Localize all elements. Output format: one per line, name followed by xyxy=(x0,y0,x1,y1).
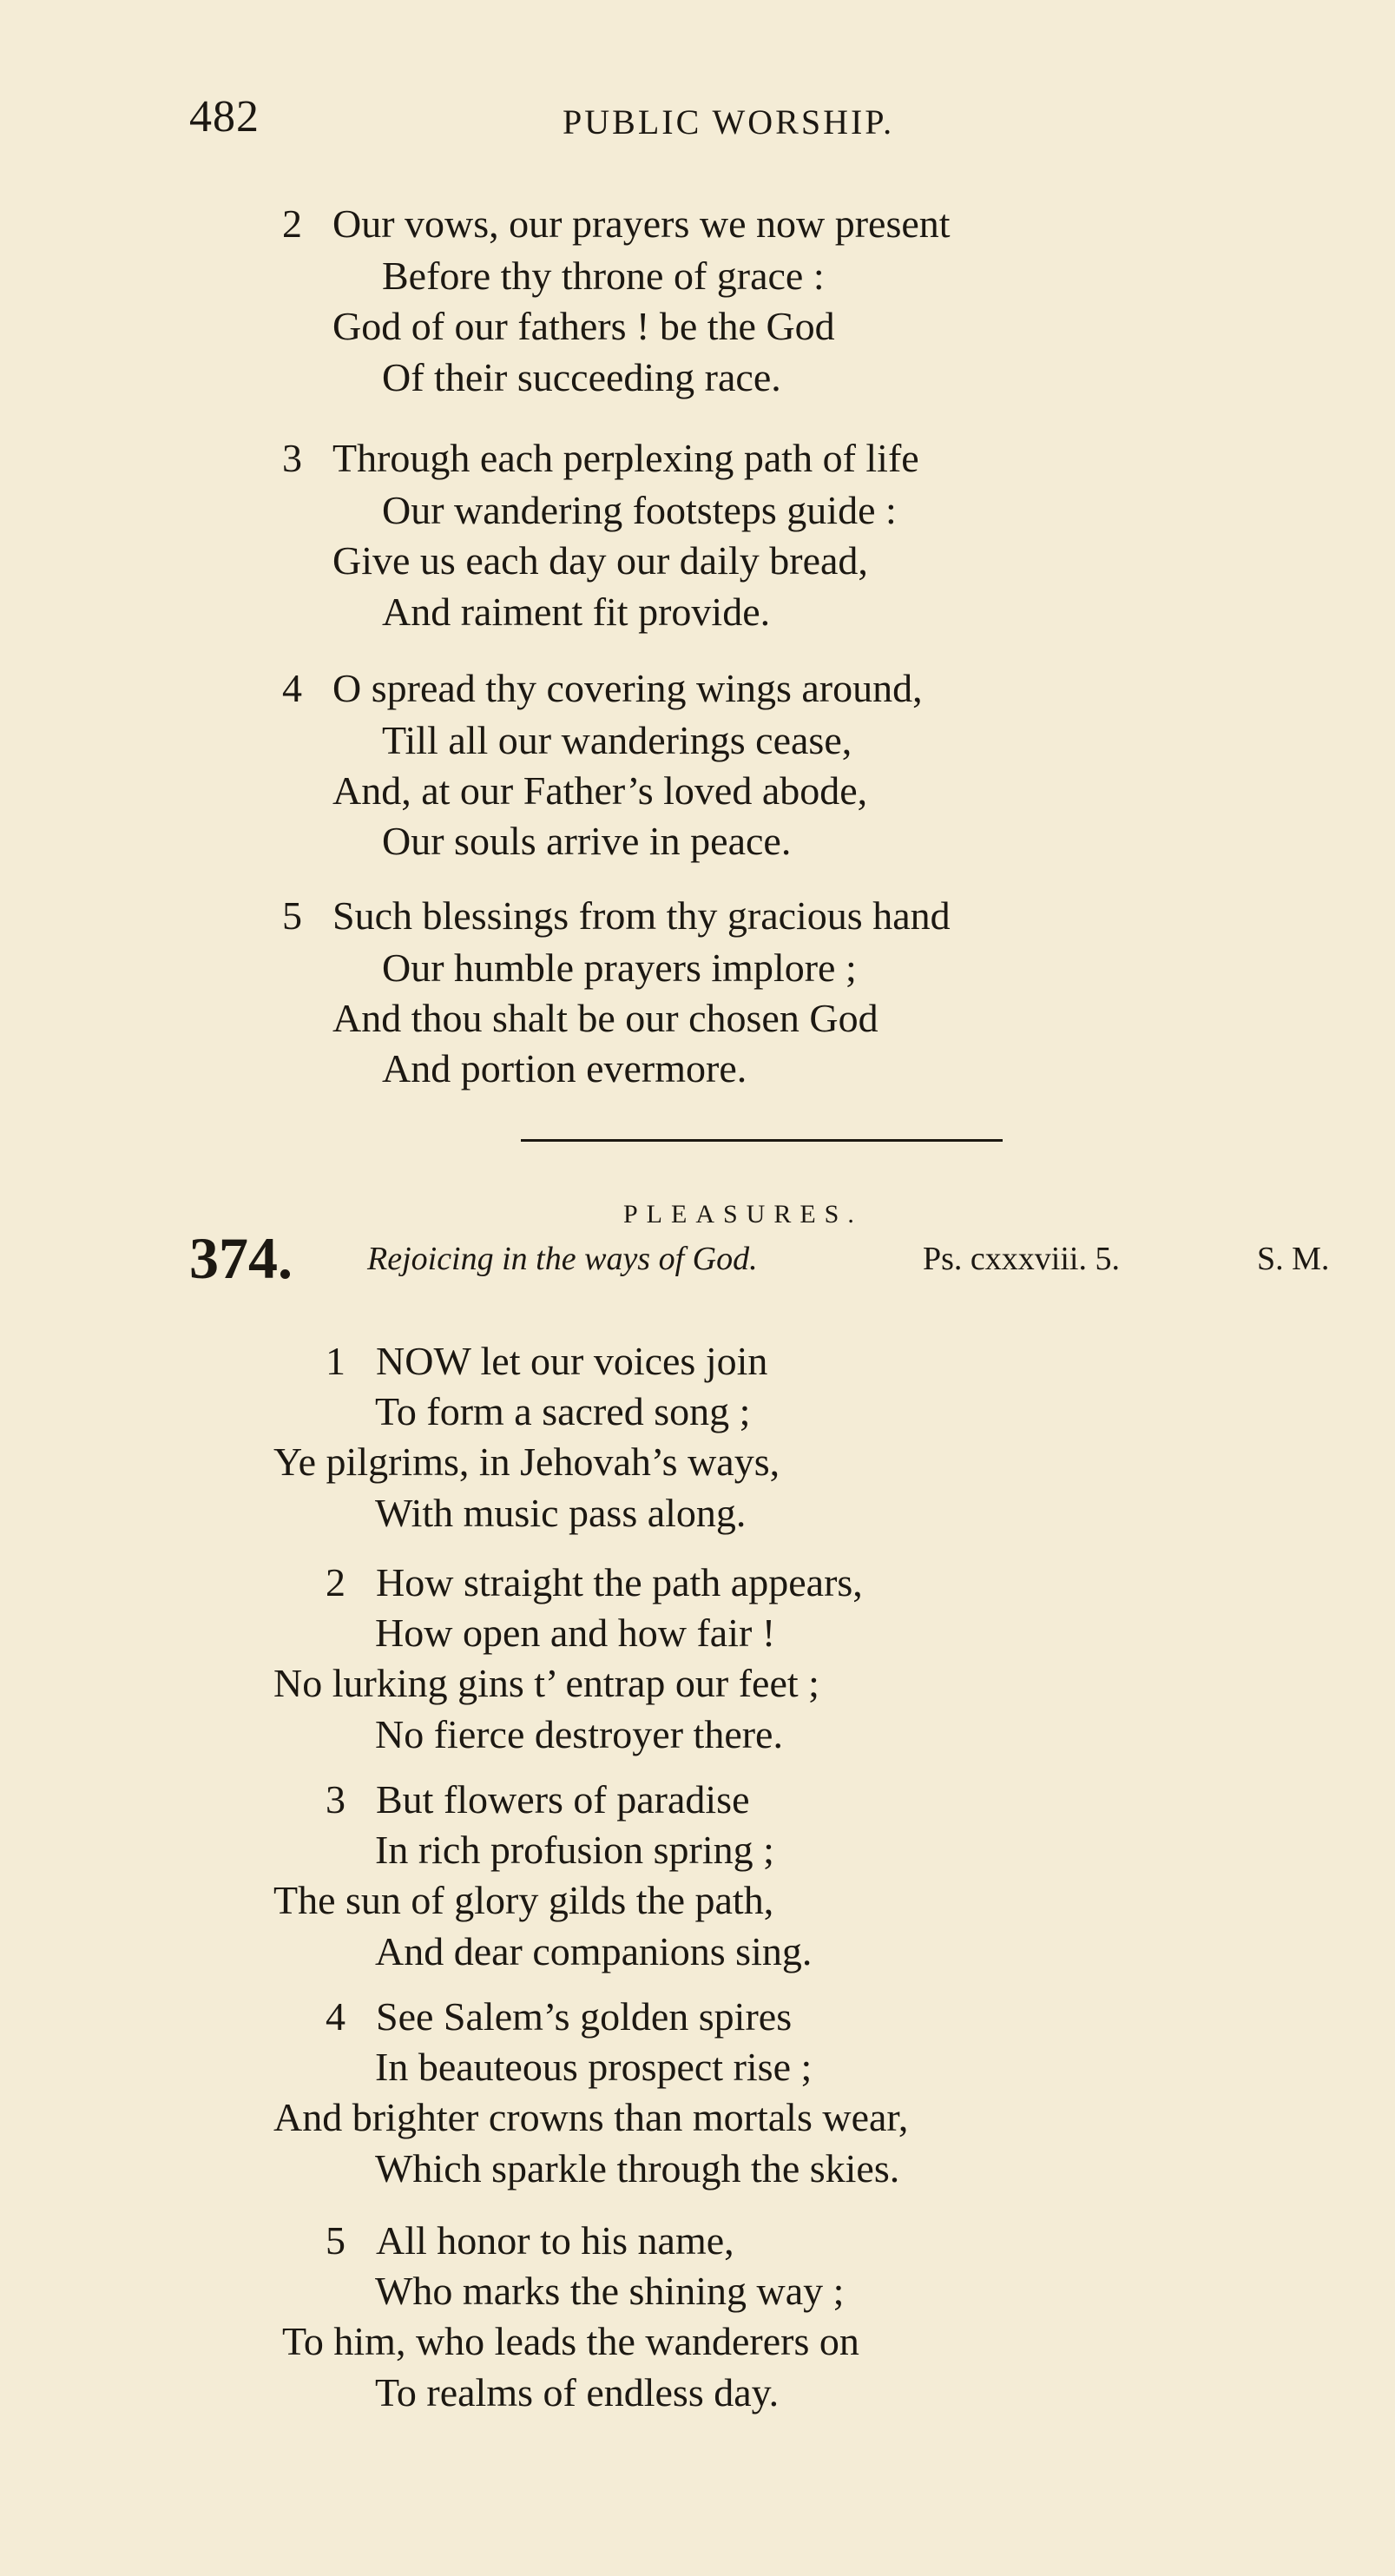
verse-line: And brighter crowns than mortals wear, xyxy=(273,2095,909,2139)
verse-number: 3 xyxy=(282,436,302,480)
verse-line: 3 Through each perplexing path of life xyxy=(282,436,919,480)
hymn-number: 374. xyxy=(189,1225,293,1291)
verse-line: 4 See Salem’s golden spires xyxy=(326,1994,793,2039)
verse-line: Till all our wanderings cease, xyxy=(382,718,852,762)
verse-line: Of their succeeding race. xyxy=(382,355,781,399)
verse-number: 5 xyxy=(326,2218,345,2263)
verse-line: 5 All honor to his name, xyxy=(326,2218,734,2263)
verse-number: 5 xyxy=(282,893,302,938)
verse-line: With music pass along. xyxy=(375,1491,747,1535)
section-heading: PLEASURES. xyxy=(623,1200,863,1229)
verse-line: God of our fathers ! be the God xyxy=(332,304,835,348)
verse-line: No lurking gins t’ entrap our feet ; xyxy=(273,1661,819,1705)
verse-line: 3 But flowers of paradise xyxy=(326,1777,750,1822)
verse-line: And portion evermore. xyxy=(382,1046,747,1090)
hymn-meter: S. M. xyxy=(1257,1241,1330,1277)
scripture-reference: Ps. cxxxviii. 5. xyxy=(923,1241,1120,1277)
verse-number: 2 xyxy=(326,1560,345,1604)
hymn-374-header xyxy=(189,1224,1361,1294)
verse-line: Which sparkle through the skies. xyxy=(375,2146,900,2191)
verse-number: 4 xyxy=(326,1994,345,2039)
verse-line: In rich profusion spring ; xyxy=(375,1828,774,1872)
verse-line: Our humble prayers implore ; xyxy=(382,945,857,990)
verse-line: Give us each day our daily bread, xyxy=(332,538,868,583)
verse-line: To him, who leads the wanderers on xyxy=(282,2319,859,2363)
verse-line: In beauteous prospect rise ; xyxy=(375,2045,813,2089)
verse-number: 2 xyxy=(282,201,302,246)
verse-line: And thou shalt be our chosen God xyxy=(332,996,878,1040)
verse-line: And dear companions sing. xyxy=(375,1929,813,1973)
verse-line: 5 Such blessings from thy gracious hand xyxy=(282,893,951,938)
verse-line: 1 NOW let our voices join xyxy=(326,1339,768,1383)
verse-line: To realms of endless day. xyxy=(375,2370,780,2415)
verse-line: And, at our Father’s loved abode, xyxy=(332,768,868,813)
verse-line: 2 Our vows, our prayers we now present xyxy=(282,201,951,246)
page-header xyxy=(189,91,1179,152)
verse-number: 1 xyxy=(326,1339,345,1383)
verse-line: The sun of glory gilds the path, xyxy=(273,1878,774,1922)
page-number: 482 xyxy=(189,92,260,142)
verse-line: And raiment fit provide. xyxy=(382,590,771,634)
verse-line: Our wandering footsteps guide : xyxy=(382,488,897,532)
verse-line: No fierce destroyer there. xyxy=(375,1712,783,1756)
verse-line: To form a sacred song ; xyxy=(375,1389,751,1433)
verse-line: Ye pilgrims, in Jehovah’s ways, xyxy=(273,1440,780,1484)
verse-line: 4 O spread thy covering wings around, xyxy=(282,666,923,710)
section-divider-rule xyxy=(521,1139,1003,1142)
verse-number: 4 xyxy=(282,666,302,710)
verse-line: Who marks the shining way ; xyxy=(375,2269,845,2313)
verse-number: 3 xyxy=(326,1777,345,1822)
running-head: PUBLIC WORSHIP. xyxy=(563,102,895,142)
verse-line: Before thy throne of grace : xyxy=(382,254,825,298)
verse-line: How open and how fair ! xyxy=(375,1611,776,1655)
hymn-subject: Rejoicing in the ways of God. xyxy=(367,1241,758,1277)
verse-line: 2 How straight the path appears, xyxy=(326,1560,863,1604)
verse-line: Our souls arrive in peace. xyxy=(382,819,792,863)
